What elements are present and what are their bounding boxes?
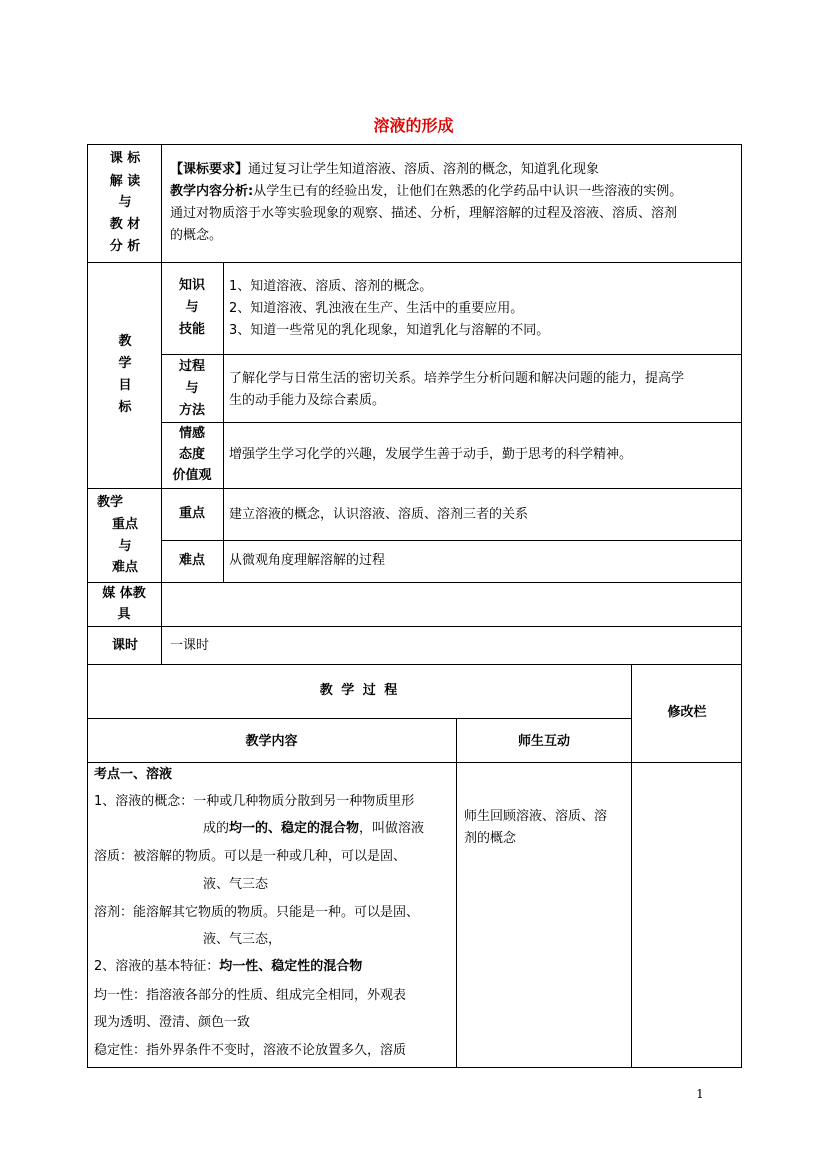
process-text: 生的动手能力及综合素质。 (229, 393, 386, 408)
page-title: 溶液的形成 (373, 116, 454, 135)
knowledge-item: 3、知道一些常见的乳化现象，知道乳化与溶解的不同。 (229, 323, 550, 338)
content-analysis-line2: 通过对物质溶于水等实验现象的观察、描述、分析，理解溶解的过程及溶液、溶质、溶剂 (170, 206, 678, 221)
curriculum-requirement: 【课标要求】通过复习让学生知道溶液、溶质、溶剂的概念，知道乳化现象 (170, 162, 600, 177)
hours-value: 一课时 (170, 638, 210, 653)
key-point-label: 重点 (178, 506, 205, 521)
knowledge-item: 1、知道溶液、溶质、溶剂的概念。 (229, 279, 433, 294)
upper-label-divider (161, 144, 162, 664)
difficulty-label: 难点 (178, 553, 205, 568)
difficulty-text: 从微观角度理解溶解的过程 (229, 553, 386, 568)
knowledge-item: 2、知道溶液、乳浊液在生产、生活中的重要应用。 (229, 301, 524, 316)
content-analysis: 教学内容分析:从学生已有的经验出发，让他们在熟悉的化学药品中认识一些溶液的实例。 (170, 184, 683, 199)
hours-label: 课时 (111, 638, 138, 653)
page-number: 1 (696, 1087, 704, 1101)
emotion-text: 增强学生学习化学的兴趣，发展学生善于动手，勤于思考的科学精神。 (229, 447, 633, 462)
concept-line: 成的均一的、稳定的混合物，叫做溶液 (203, 821, 425, 836)
key-point-text: 建立溶液的概念，认识溶液、溶质、溶剂三者的关系 (229, 507, 529, 522)
interaction-column-header: 师生互动 (517, 734, 570, 749)
feature-line: 2、溶液的基本特征：均一性、稳定性的混合物 (94, 959, 363, 974)
content-analysis-line3: 的概念。 (170, 228, 223, 243)
process-text: 了解化学与日常生活的密切关系。培养学生分析问题和解决问题的能力，提高学 (229, 371, 685, 386)
revision-column-header: 修改栏 (667, 705, 707, 720)
process-header: 教 学 过 程 (319, 683, 400, 698)
content-column-header: 教学内容 (245, 734, 298, 749)
